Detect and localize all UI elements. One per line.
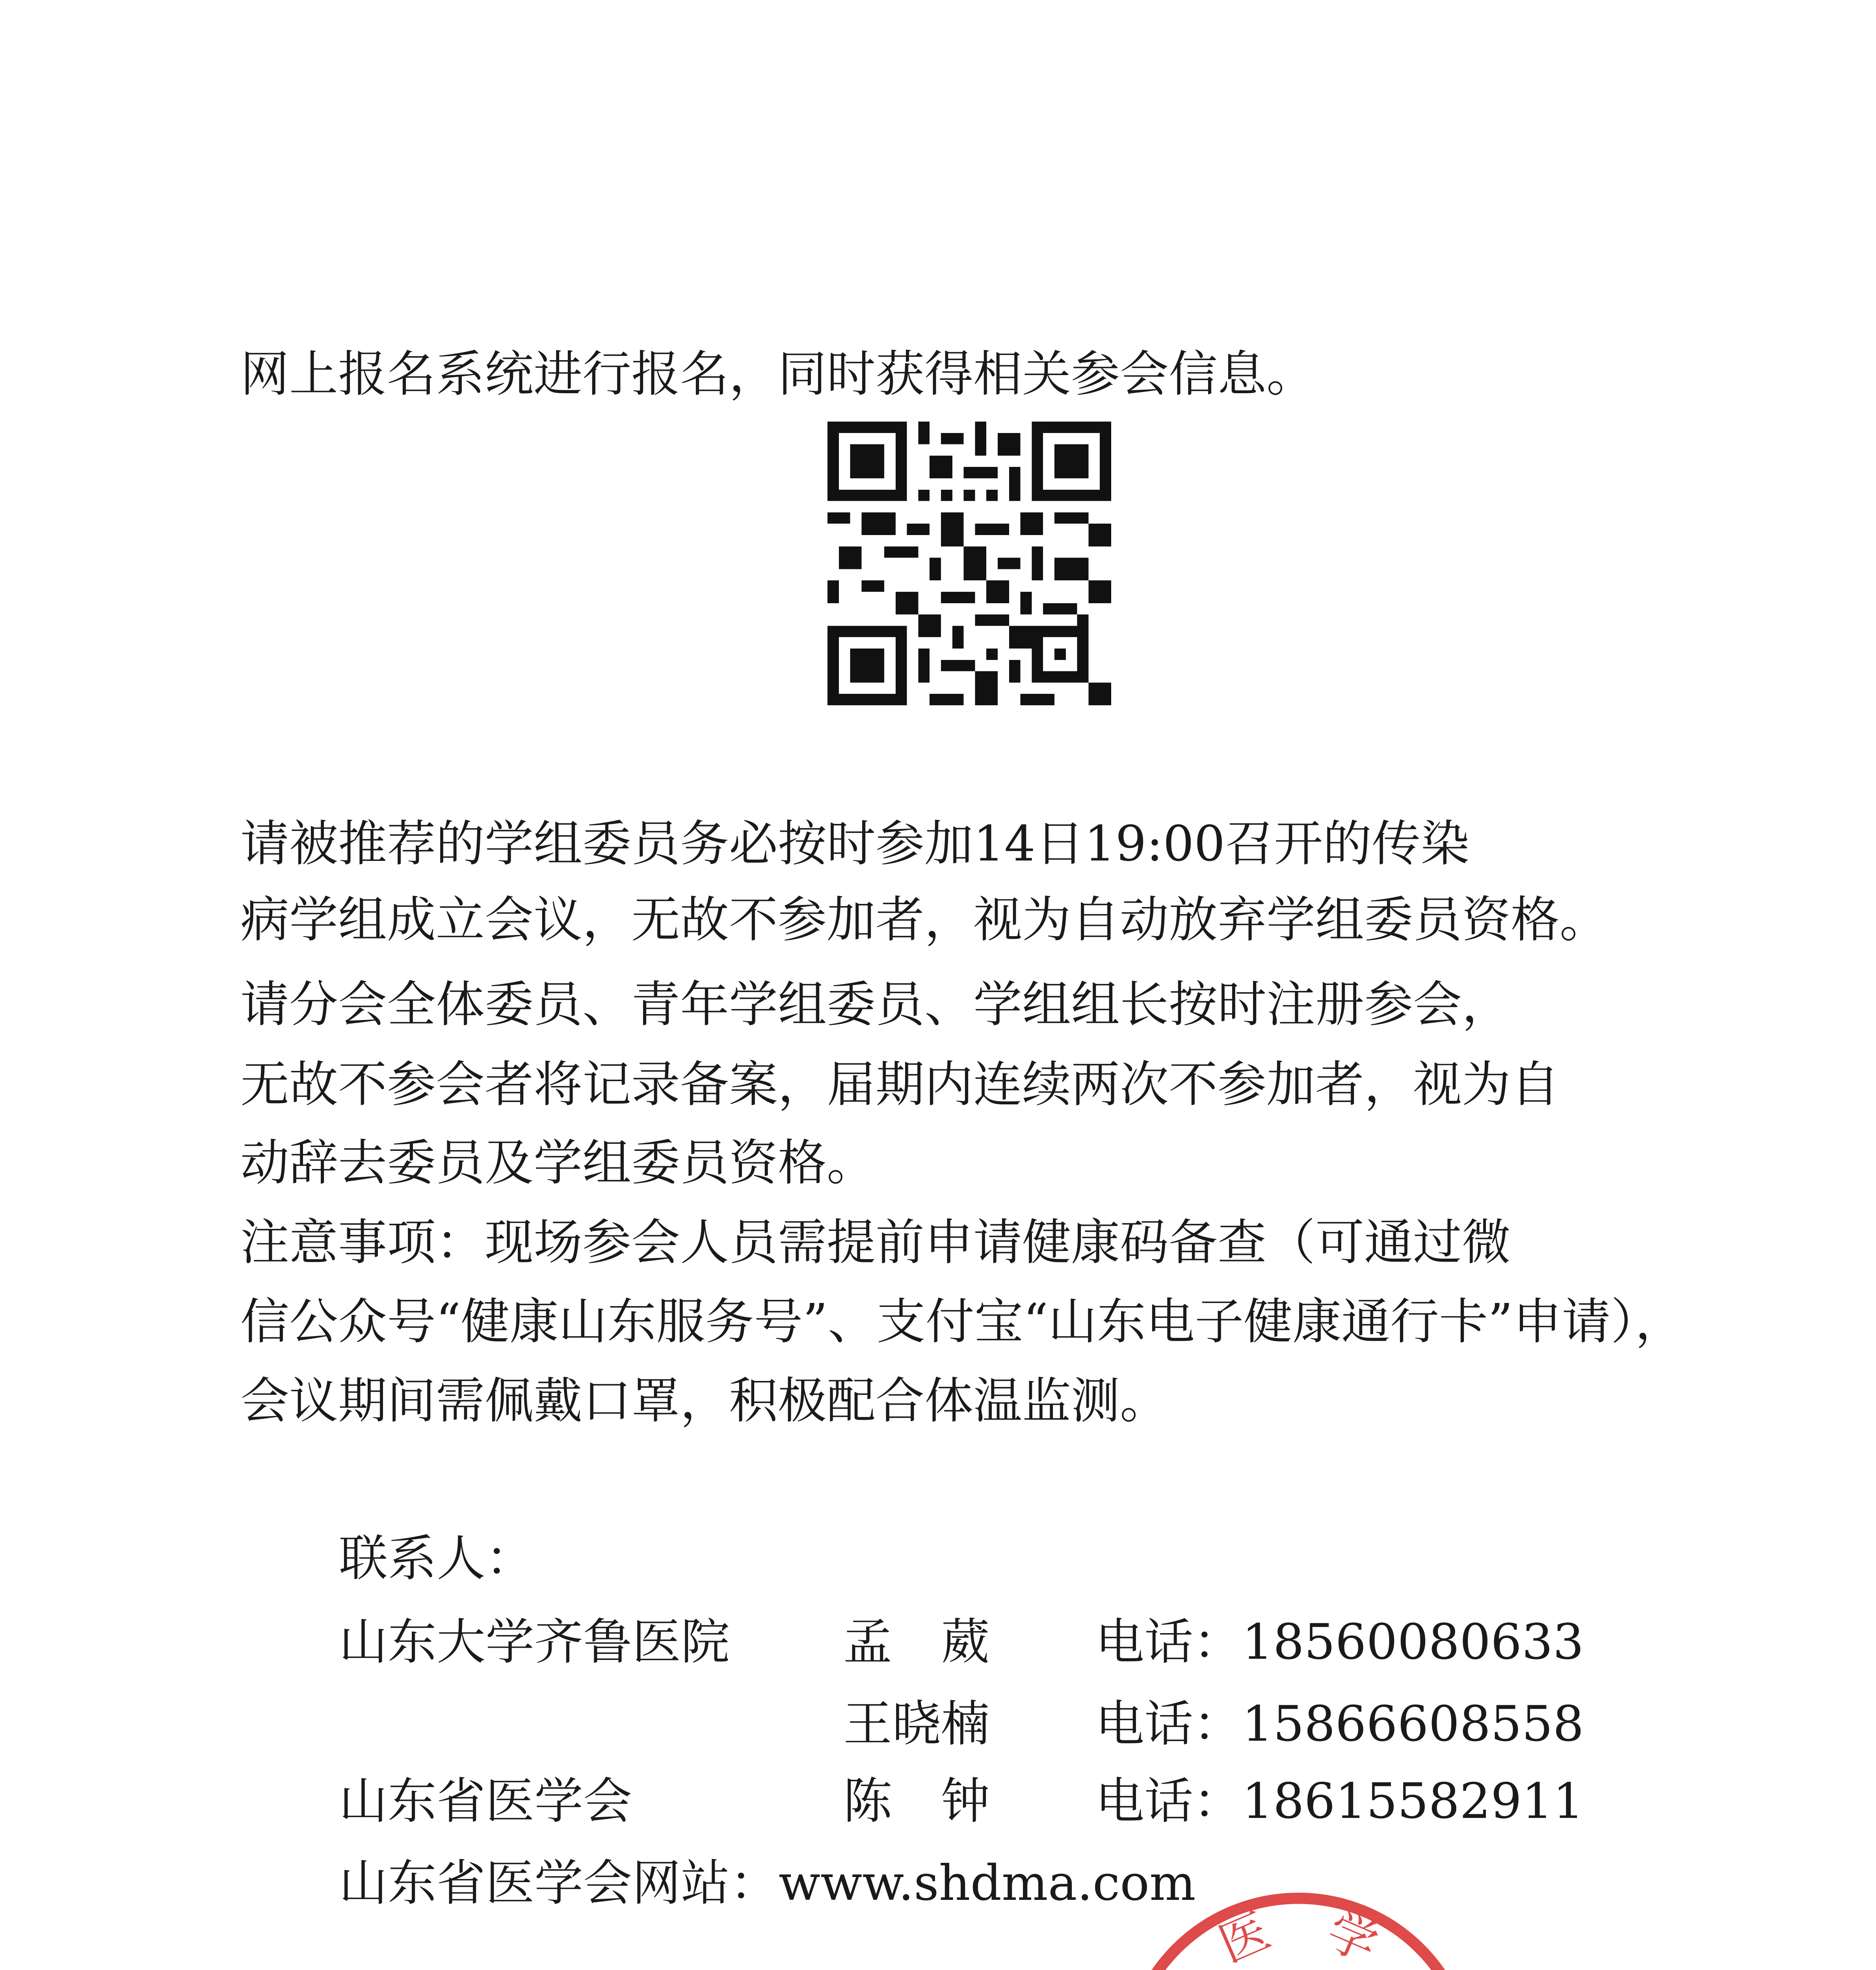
contact-org-1: 山东大学齐鲁医院 — [339, 1614, 730, 1671]
intro-text: 网上报名系统进行报名，同时获得相关参会信息。 — [240, 346, 1316, 403]
para1-line1: 请被推荐的学组委员务必按时参加14日19:00召开的传染 — [240, 816, 1470, 872]
para2-line3: 动辞去委员及学组委员资格。 — [240, 1135, 876, 1191]
website-line[interactable]: 山东省医学会网站：www.shdma.com — [339, 1855, 1196, 1912]
contacts-heading: 联系人： — [339, 1530, 535, 1587]
para1-line2: 病学组成立会议，无故不参加者，视为自动放弃学组委员资格。 — [240, 892, 1609, 948]
contact-phone-2[interactable]: 电话：15866608558 — [1095, 1696, 1584, 1753]
para3-line2: 信公众号“健康山东服务号”、支付宝“山东电子健康通行卡”申请）， — [240, 1294, 1684, 1350]
para2-line2: 无故不参会者将记录备案，届期内连续两次不参加者，视为自 — [240, 1056, 1560, 1113]
contact-name-1: 孟 葳 — [843, 1614, 990, 1671]
para3-line1: 注意事项：现场参会人员需提前申请健康码备查（可通过微 — [240, 1214, 1511, 1271]
contact-phone-1[interactable]: 电话：18560080633 — [1095, 1614, 1584, 1671]
contact-org-3: 山东省医学会 — [339, 1773, 632, 1830]
seal-text: 医 学 — [1211, 1898, 1386, 1970]
para2-line1: 请分会全体委员、青年学组委员、学组组长按时注册参会， — [240, 976, 1511, 1033]
para3-line3: 会议期间需佩戴口罩，积极配合体温监测。 — [240, 1373, 1169, 1429]
official-seal — [1111, 1883, 1486, 1970]
qr-code[interactable] — [827, 422, 1111, 705]
contact-phone-3[interactable]: 电话：18615582911 — [1095, 1773, 1584, 1830]
contact-name-3: 陈 钟 — [843, 1773, 990, 1830]
contact-name-2: 王晓楠 — [843, 1696, 990, 1753]
